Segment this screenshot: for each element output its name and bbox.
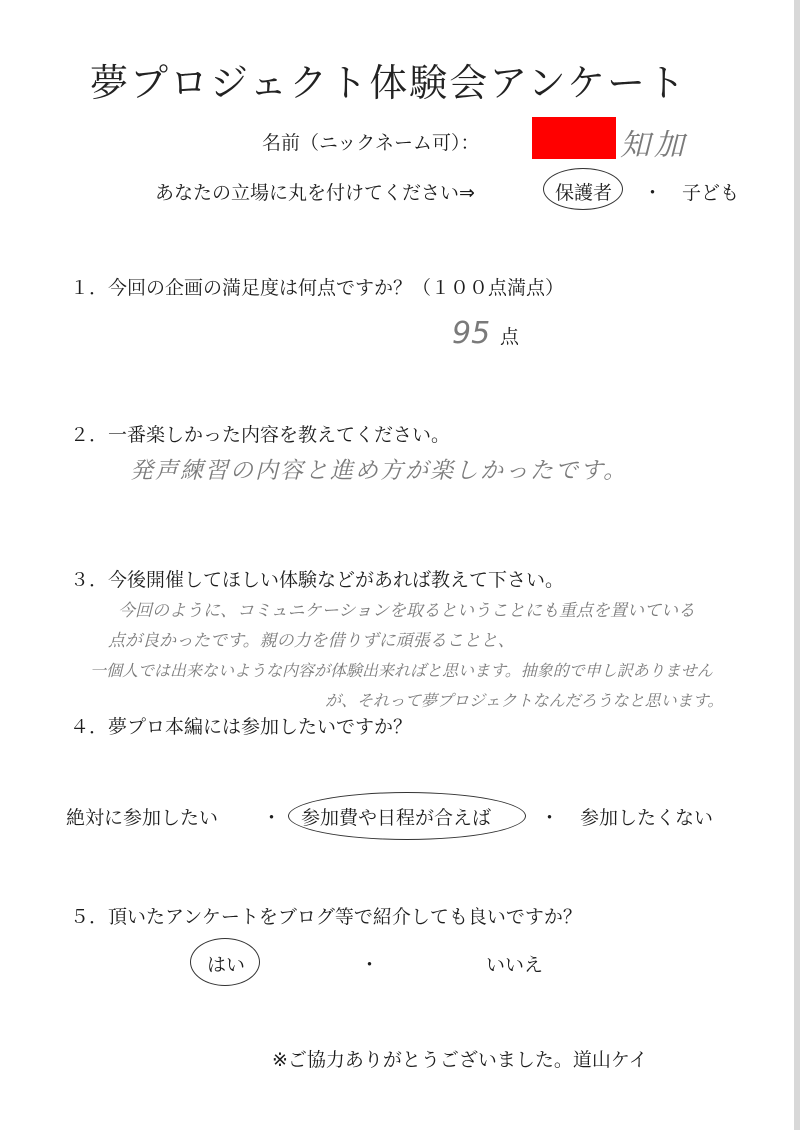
q2-answer-handwritten: 発声練習の内容と進め方が楽しかったです。 (130, 458, 629, 484)
redacted-name-box (532, 117, 616, 159)
nickname-handwritten: 知加 (620, 128, 688, 163)
q5-option-no: いいえ (486, 954, 544, 976)
q5-separator: ・ (360, 954, 380, 976)
q1-label: １．今回の企画の満足度は何点ですか？（１００点満点） (70, 277, 565, 299)
q4-option-definitely: 絶対に参加したい (66, 807, 219, 829)
page-title: 夢プロジェクト体験会アンケート (90, 61, 687, 105)
role-option-guardian: 保護者 (555, 182, 613, 204)
q3-answer-line-2: 点が良かったです。親の力を借りずに頑張ることと、 (108, 631, 515, 651)
role-option-child: 子ども (682, 182, 740, 204)
q1-unit: 点 (500, 326, 520, 348)
role-prompt: あなたの立場に丸を付けてください⇒ (155, 182, 475, 204)
q1-score-handwritten: 95 (452, 316, 491, 351)
q2-label: ２．一番楽しかった内容を教えてください。 (70, 424, 451, 446)
q4-separator-2: ・ (540, 807, 560, 829)
role-separator: ・ (643, 182, 663, 204)
q4-option-no: 参加したくない (580, 807, 714, 829)
q3-answer-line-1: 今回のように、コミュニケーションを取るということにも重点を置いている (118, 601, 695, 621)
q3-answer-line-3: 一個人では出来ないような内容が体験出来ればと思います。抽象的で申し訳ありません (90, 661, 713, 680)
q5-option-yes: はい (207, 954, 246, 976)
q4-label: ４．夢プロ本編には参加したいですか？ (70, 716, 413, 738)
name-label: 名前（ニックネーム可）： (262, 132, 480, 154)
q5-label: ５．頂いたアンケートをブログ等で紹介しても良いですか？ (70, 906, 582, 928)
footer-thanks: ※ご協力ありがとうございました。道山ケイ (272, 1049, 648, 1071)
scan-edge (794, 0, 800, 1130)
q4-separator-1: ・ (262, 807, 282, 829)
q3-label: ３．今後開催してほしい体験などがあれば教えて下さい。 (70, 569, 565, 591)
q4-option-if-schedule-fits: 参加費や日程が合えば (301, 807, 492, 829)
q3-answer-line-4: が、それって夢プロジェクトなんだろうなと思います。 (325, 691, 724, 710)
